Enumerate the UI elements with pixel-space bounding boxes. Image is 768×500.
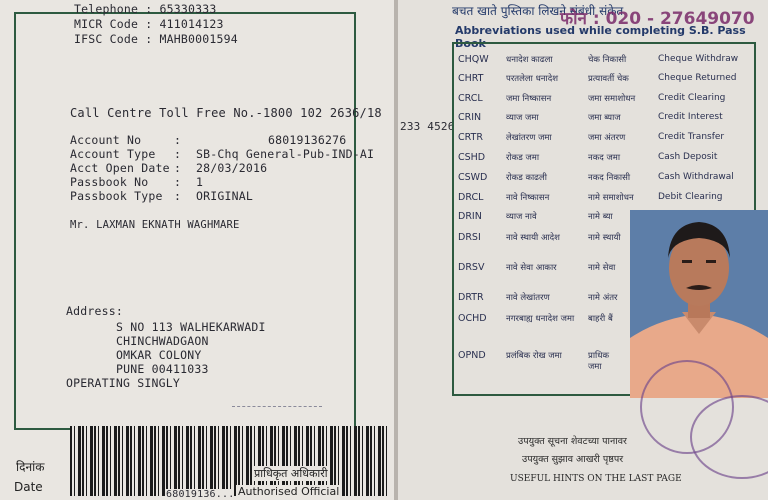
abbr-english: Cheque Withdraw [658, 54, 739, 64]
abbr-row [458, 192, 748, 210]
passbook-type: ORIGINAL [196, 189, 253, 203]
date-label-hindi: दिनांक [16, 460, 45, 474]
date-label: Date [14, 480, 43, 494]
abbr-hindi: चेक निकासी [588, 55, 627, 65]
abbr-code: CHRT [458, 73, 484, 84]
abbr-english: Credit Clearing [658, 93, 726, 103]
useful-hints-english: USEFUL HINTS ON THE LAST PAGE [510, 474, 682, 484]
toll-free-number: Call Centre Toll Free No.-1800 102 2636/18 [70, 106, 382, 120]
abbr-english: Credit Interest [658, 112, 723, 122]
address-label: Address: [66, 304, 123, 318]
abbr-marathi: नावे निष्कासन [506, 193, 550, 203]
address-line-2: CHINCHWADGAON [116, 334, 209, 348]
account-type-colon: : [174, 147, 182, 161]
abbr-english: Debit Clearing [658, 192, 723, 202]
abbr-hindi: जमा ब्याज [588, 113, 621, 123]
abbr-hindi: जमा अंतरण [588, 133, 626, 143]
abbr-marathi: नावे लेखांतरण [506, 293, 550, 303]
address-line-3: OMKAR COLONY [116, 348, 202, 362]
passbook-type-colon: : [174, 189, 182, 203]
abbr-row [458, 73, 748, 91]
passbook-no: 1 [196, 175, 204, 189]
abbr-hindi: नामे सेवा [588, 263, 616, 273]
abbr-hindi: नकद निकासी [588, 173, 631, 183]
abbr-code: OPND [458, 350, 486, 361]
abbr-english: Cash Withdrawal [658, 172, 734, 182]
toll-free-overflow: 233 4526 [400, 120, 455, 133]
open-date-label: Acct Open Date [70, 161, 170, 175]
abbr-hindi: बाहरी बैं [588, 314, 613, 324]
abbr-marathi: प्रलंबिक रोख जमा [506, 351, 562, 361]
account-no-colon: : [174, 133, 182, 147]
abbr-marathi: नावे स्थायी आदेश [506, 233, 560, 243]
open-date-colon: : [174, 161, 182, 175]
abbr-code: OCHD [458, 313, 487, 324]
abbr-code: DRIN [458, 211, 482, 222]
open-date: 28/03/2016 [196, 161, 268, 175]
abbr-marathi: लेखांतरण जमा [506, 133, 552, 143]
abbr-marathi: नगरबाह्य धनादेश जमा [506, 314, 575, 324]
passbook-no-colon: : [174, 175, 182, 189]
address-line-4: PUNE 00411033 [116, 362, 209, 376]
abbr-marathi: परतलेला धनादेश [506, 74, 559, 84]
ifsc-code: IFSC Code : MAHB0001594 [74, 32, 238, 46]
partial-account-number: 68019136... [166, 489, 235, 500]
abbr-marathi: व्याज जमा [506, 113, 539, 123]
abbr-row [458, 112, 748, 130]
abbreviations-title: Abbreviations used while completing S.B. Pass Book [455, 24, 746, 50]
abbr-hindi: नामे अंतर [588, 293, 618, 303]
account-no-label: Account No [70, 133, 142, 147]
useful-hints-marathi: उपयुक्त सूचना शेवटच्या पानावर [518, 436, 627, 447]
abbr-english: Credit Transfer [658, 132, 725, 142]
account-number: 68019136276 [268, 133, 347, 147]
address-line-1: S NO 113 WALHEKARWADI [116, 320, 266, 334]
abbr-hindi: नकद जमा [588, 153, 621, 163]
abbr-hindi: प्रत्यावर्ती चेक [588, 74, 629, 84]
abbr-code: DRTR [458, 292, 484, 303]
micr-code: MICR Code : 411014123 [74, 17, 224, 31]
signature-scribble [232, 380, 322, 407]
abbr-code: CRCL [458, 93, 483, 104]
useful-hints-hindi: उपयुक्त सुझाव आखरी पृष्ठपर [522, 454, 624, 465]
abbr-hindi: नामे स्थायी [588, 233, 621, 243]
abbr-code: DRSV [458, 262, 485, 273]
authorised-official-hindi: प्राधिकृत अधिकारी [254, 467, 328, 480]
abbr-marathi: रोकड जमा [506, 153, 540, 163]
abbr-marathi: नावे सेवा आकार [506, 263, 557, 273]
account-type-label: Account Type [70, 147, 156, 161]
abbr-row [458, 132, 748, 150]
abbr-row [458, 152, 748, 170]
abbr-english: Cash Deposit [658, 152, 718, 162]
abbr-code: CRIN [458, 112, 482, 123]
abbr-hindi: प्राधिक जमा [588, 351, 609, 372]
abbr-hindi: नामे ब्या [588, 212, 613, 222]
abbr-marathi: व्याज नावे [506, 212, 537, 222]
passbook-type-label: Passbook Type [70, 189, 163, 203]
authorised-official: Authorised Official [238, 485, 340, 498]
abbr-code: DRCL [458, 192, 484, 203]
abbr-marathi: रोकड काढली [506, 173, 547, 183]
telephone-line: Telephone : 65330333 [74, 2, 217, 16]
abbr-hindi: नामे समाशोधन [588, 193, 634, 203]
abbr-hindi: जमा समाशोधन [588, 94, 636, 104]
account-holder-name: Mr. LAXMAN EKNATH WAGHMARE [70, 219, 240, 231]
abbr-code: DRSI [458, 232, 481, 243]
abbr-row [458, 54, 748, 72]
abbr-marathi: जमा निष्कासन [506, 94, 552, 104]
abbr-code: CSHD [458, 152, 486, 163]
account-type: SB-Chq General-Pub-IND-AI [196, 147, 375, 161]
operating-mode: OPERATING SINGLY [66, 376, 180, 390]
instructions-heading-hindi: बचत खाते पुस्तिका लिखने संबंधी संकेत [452, 4, 624, 18]
abbr-marathi: धनादेश काढला [506, 55, 553, 65]
abbr-english: Cheque Returned [658, 73, 737, 83]
abbr-row [458, 93, 748, 111]
passbook-no-label: Passbook No [70, 175, 149, 189]
abbr-code: CSWD [458, 172, 488, 183]
phone-stamp: फोन : 020 - 27649070 [560, 9, 755, 29]
abbr-code: CRTR [458, 132, 483, 143]
abbr-code: CHQW [458, 54, 489, 65]
abbr-row [458, 172, 748, 190]
